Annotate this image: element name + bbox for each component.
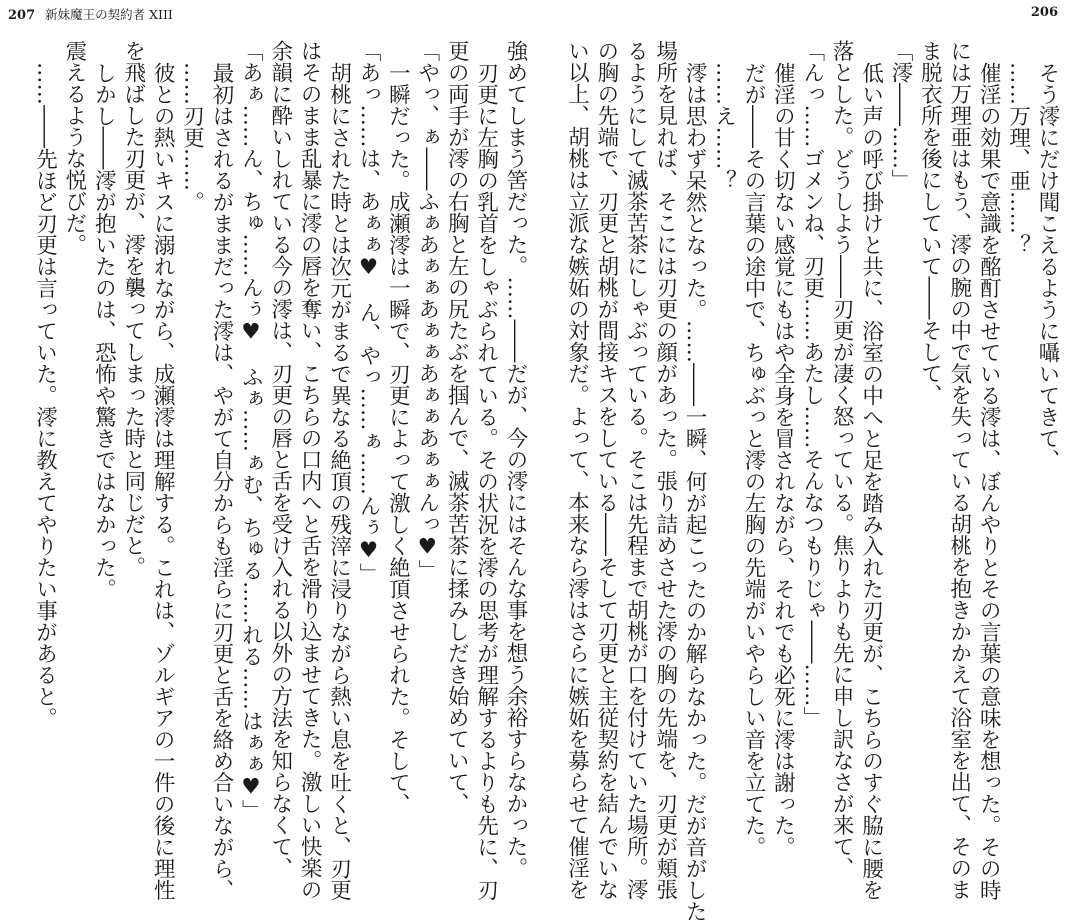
text-line: 彼との熱いキスに溺れながら、成瀬澪は理解する。これは、ゾルギアの一件の後に理性: [150, 61, 176, 900]
text-line: しかし――澪が抱いたのは、恐怖や驚きではなかった。: [91, 61, 117, 599]
text-line: るようにして滅茶苦茶にしゃぶっている。そこは先程まで胡桃が口を付けていた場所。澪: [623, 40, 649, 900]
page-number-right: 206: [1030, 5, 1058, 20]
text-line: ……え……？: [711, 61, 737, 191]
text-line: 余韻に酔いしれている今の澪は、刃更の唇と舌を受け入れる以外の方法を知らなくて、: [267, 40, 293, 879]
text-line: 一瞬だった。成瀬澪は一瞬で、刃更によって激しく絶頂させられた。そして、: [385, 61, 411, 814]
page-number-left: 207: [8, 8, 36, 23]
text-line: 更の両手が澪の右胸と左の尻たぶを掴んで、滅茶苦茶に揉みしだき始めていて、: [444, 40, 470, 814]
text-line: はそのまま乱暴に澪の唇を奪い、こちらの口内へと舌を滑り込ませてきた。激しい快楽の: [297, 40, 323, 900]
text-line: 最初はされるがままだった澪は、やがて自分からも淫らに刃更と舌を絡め合いながら、: [208, 61, 234, 900]
text-line: 胡桃にされた時とは次元がまるで異なる絶頂の残滓に浸りながら熱い息を吐くと、刃更: [326, 61, 352, 900]
book-title: 新妹魔王の契約者 XIII: [45, 7, 173, 22]
text-line: 催淫の効果で意識を酩酊させている澪は、ぼんやりとその言葉の意味を想った。その時: [976, 61, 1002, 900]
text-line: 澪は思わず呆然となった。……――一瞬、何が起こったのか解らなかった。だが音がした: [682, 61, 708, 922]
right-page-text: [562, 40, 1062, 922]
text-line: 「やっ、ぁ――ふぁあぁぁあぁぁあぁぁあぁぁんっ♥」: [414, 40, 440, 581]
text-line: には万理亜はもう、澪の腕の中で気を失っている胡桃を抱きかかえて浴室を出て、そのま: [946, 40, 972, 900]
text-line: 強めてしまう筈だった。……――だが、今の澪にはそんな事を想う余裕すらなかった。: [503, 40, 528, 879]
left-page-text: [30, 40, 530, 900]
text-line: 「あっ……は、あぁぁ♥ ん、やっ……ぁ……んぅ♥」: [355, 40, 381, 585]
text-line: 催淫の甘く切ない感覚にもはや全身を冒されながら、それでも必死に澪は謝った。: [770, 61, 796, 857]
text-line: 低い声の呼び掛けと共に、浴室の中へと足を踏み入れた刃更が、こちらのすぐ脇に腰を: [858, 61, 884, 900]
text-line: だが――その言葉の途中で、ちゅぶっと澪の左胸の先端がいやらしい音を立てた。: [740, 61, 766, 857]
text-line: を飛ばした刃更が、澪を襲ってしまった時と同じだと。: [120, 40, 146, 578]
text-line: 「澪――……」: [887, 40, 913, 191]
text-line: の胸の先端で、刃更と胡桃が間接キスをしている――そして刃更と主従契約を結んでいな: [593, 40, 619, 900]
text-line: 「あぁ……ん、ちゅ……んぅ♥ ふぁ……ぁむ、ちゅる……れる……はぁぁ♥」: [238, 40, 264, 821]
text-line: 刃更に左胸の乳首をしゃぶられている。その状況を澪の思考が理解するよりも先に、刃: [473, 61, 499, 900]
text-line: ま脱衣所を後にしていて――そして、: [917, 40, 943, 406]
text-line: い以上、胡桃は立派な嫉妬の対象だ。よって、本来なら澪はさらに嫉妬を募らせて催淫を: [564, 40, 590, 900]
text-line: 落とした。どうしよう――刃更が凄く怒っている。焦りよりも先に申し訳なさが来て、: [829, 40, 855, 879]
left-page-header: [8, 5, 173, 23]
text-line: 震えるような悦びだ。: [61, 40, 87, 255]
text-line: ……万理、亜……？: [1005, 61, 1031, 255]
text-line: ……――先ほど刃更は言っていた。澪に教えてやりたい事があると。: [32, 61, 58, 728]
text-line: 場所を見れば、そこには刃更の顔があった。張り詰めさせた澪の胸の先端を、刃更が頬張: [652, 40, 678, 900]
text-line: ……刃更……。: [179, 61, 205, 212]
text-line: そう澪にだけ聞こえるように囁いてきて、: [1035, 61, 1060, 470]
text-line: 「んっ……ゴメンね、刃更……あたし……そんなつもりじゃ――……」: [799, 40, 825, 728]
